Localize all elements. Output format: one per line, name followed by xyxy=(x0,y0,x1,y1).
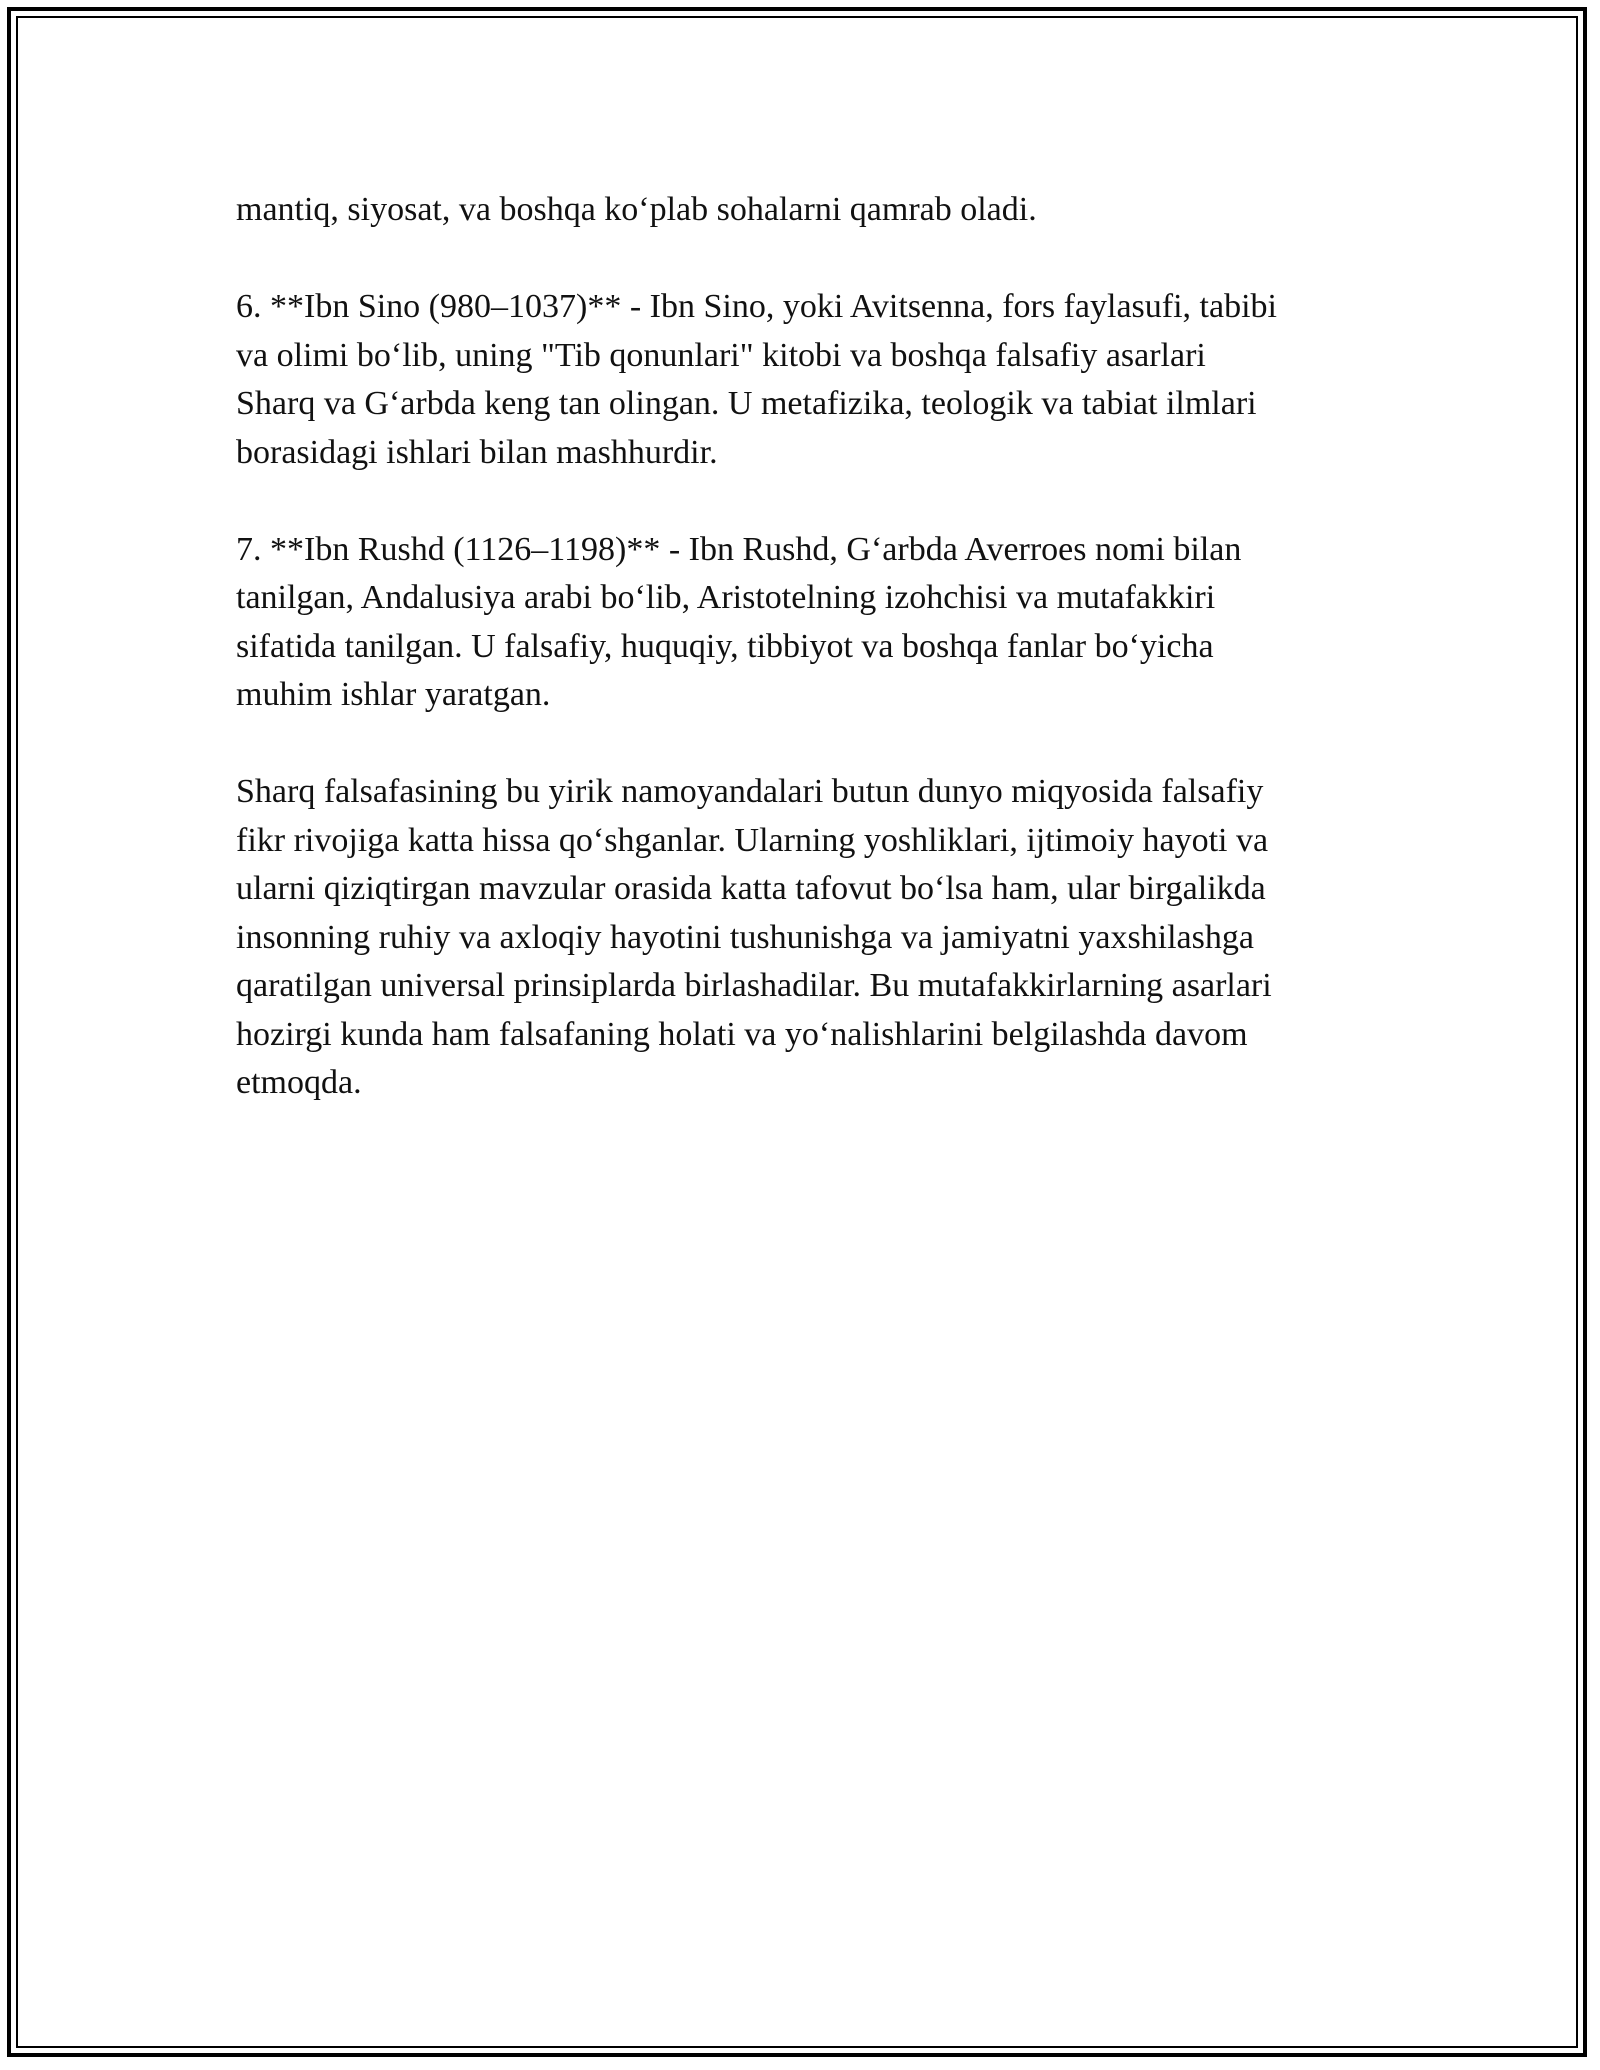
paragraph-ibn-sino: 6. **Ibn Sino (980–1037)** - Ibn Sino, yoki Avitsenna, fors faylasufi, tabibi va olimi boʻlib, uning "Tib qonunlari" kitobi va boshqa falsafiy asarlari Sharq va Gʻarbda keng tan olingan. U metafizika, teologik va tabiat ilmlari borasidagi ishlari bilan mashhurdir. xyxy=(236,288,1277,471)
document-body xyxy=(236,186,1372,1156)
paragraph-conclusion: Sharq falsafasining bu yirik namoyandalari butun dunyo miqyosida falsafiy fikr rivojiga katta hissa qoʻshganlar. Ularning yoshliklari, ijtimoiy hayoti va ularni qiziqtirgan mavzular orasida katta tafovut boʻlsa ham, ular birgalikda insonning ruhiy va axloqiy hayotini tushunishga va jamiyatni yaxshilashga qaratilgan universal prinsiplarda birlashadilar. Bu mutafakkirlarning asarlari hozirgi kunda ham falsafaning holati va yoʻnalishlarini belgilashda davom etmoqda. xyxy=(236,773,1272,1101)
paragraph-intro-continuation: mantiq, siyosat, va boshqa koʻplab sohalarni qamrab oladi. xyxy=(236,191,1037,228)
paragraph-ibn-rushd: 7. **Ibn Rushd (1126–1198)** - Ibn Rushd, Gʻarbda Averroes nomi bilan tanilgan, Andalusiya arabi boʻlib, Aristotelning izohchisi va mutafakkiri sifatida tanilgan. U falsafiy, huquqiy, tibbiyot va boshqa fanlar boʻyicha muhim ishlar yaratgan. xyxy=(236,530,1242,713)
